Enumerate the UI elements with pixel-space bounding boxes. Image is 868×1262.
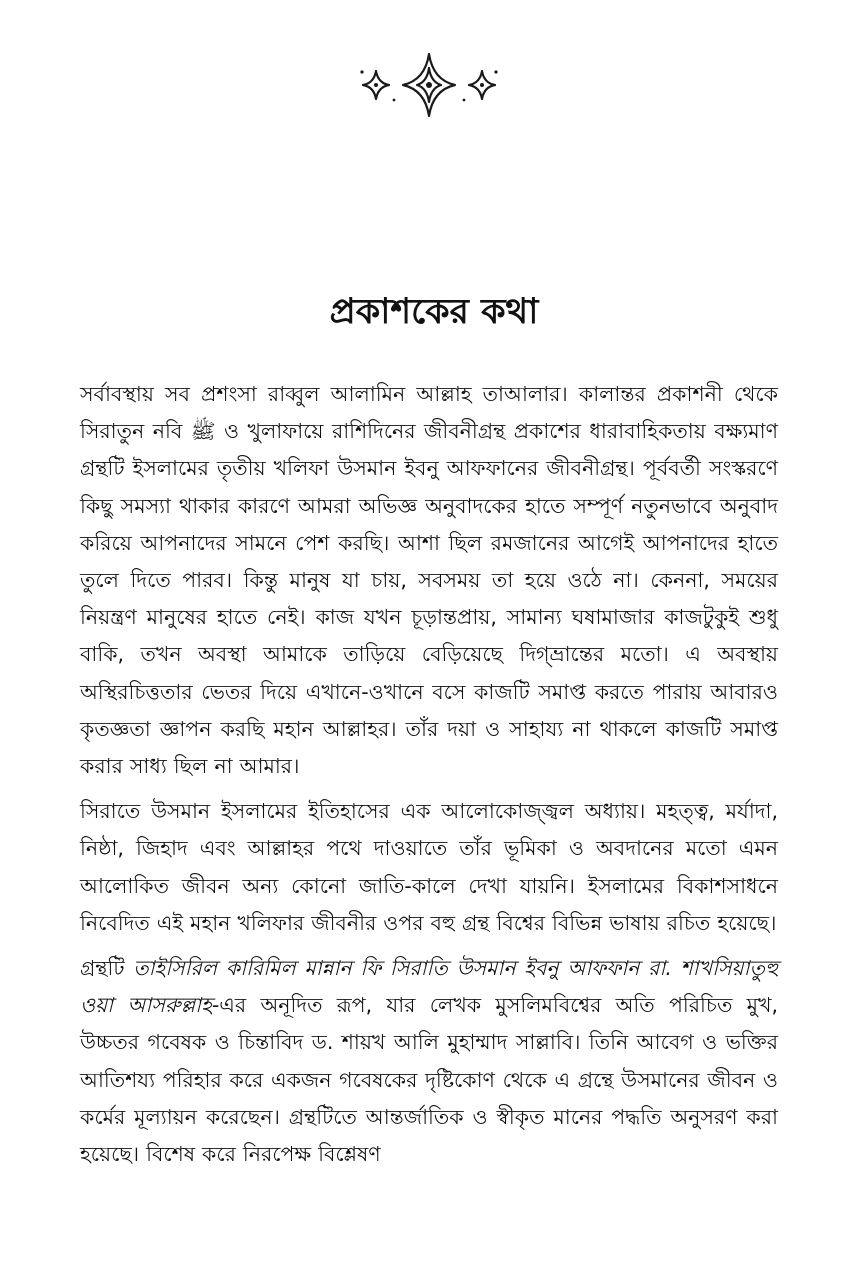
paragraph: সর্বাবস্থায় সব প্রশংসা রাব্বুল আলামিন আল্লাহ তাআলার। কালান্তর প্রকাশনী থেকে সিরাতুন নবি ﷺ ও খুলাফায়ে রাশিদিনের জীবনীগ্রন্থ প্রকাশের ধারাবাহিকতায় বক্ষ্যমাণ গ্রন্থটি ইসলামের তৃতীয় খলিফা উসমান ইবনু আফফানের জীবনীগ্রন্থ। পূর্ববর্তী সংস্করণে কিছু সমস্যা থাকার কারণে আমরা অভিজ্ঞ অনুবাদকের হাতে সম্পূর্ণ নতুনভাবে অনুবাদ করিয়ে আপনাদের সামনে পেশ করছি। আশা ছিল রমজানের আগেই আপনাদের হাতে তুলে দিতে পারব। কিন্তু মানুষ যা চায়, সবসময় তা হয়ে ওঠে না। কেননা, সময়ের নিয়ন্ত্রণ মানুষের হাতে নেই। কাজ যখন চূড়ান্তপ্রায়, সামান্য ঘষামাজার কাজটুকুই শুধু বাকি, তখন অবস্থা আমাকে তাড়িয়ে বেড়িয়েছে দিগ্‌ভ্রান্তের মতো। এ অবস্থায় অস্থিরচিত্ততার ভেতর দিয়ে এখানে-ওখানে বসে কাজটি সমাপ্ত করতে পারায় আবারও কৃতজ্ঞতা জ্ঞাপন করছি মহান আল্লাহর। তাঁর দয়া ও সাহায্য না থাকলে কাজটি সমাপ্ত করার সাধ্য ছিল না আমার। [80,382,778,779]
page-title: প্রকাশকের কথা [329,292,539,332]
body-text [80,376,778,1181]
paragraph-lead: গ্রন্থটি [80,956,134,981]
paragraph [80,950,778,1173]
book-title: তাইসিরিল কারিমিল মান্নান ফি সিরাতি উসমান ইবনু আফফান রা. শাখসিয়াতুহু ওয়া আসরুল্লাহ [80,956,778,1018]
four-point-star-ornament-icon [354,50,504,120]
paragraph: সিরাতে উসমান ইসলামের ইতিহাসের এক আলোকোজ্জ্বল অধ্যায়। মহত্ত্ব, মর্যাদা, নিষ্ঠা, জিহাদ এবং আল্লাহর পথে দাওয়াতে তাঁর ভূমিকা ও অবদানের মতো এমন আলোকিত জীবন অন্য কোনো জাতি-কালে দেখা যায়নি। ইসলামের বিকাশসাধনে নিবেদিত এই মহান খলিফার জীবনীর ওপর বহু গ্রন্থ বিশ্বের বিভিন্ন ভাষায় রচিত হয়েছে। [80,799,778,935]
paragraph-text: -এর অনূদিত রূপ, যার লেখক মুসলিমবিশ্বের অতি পরিচিত মুখ, উচ্চতর গবেষক ও চিন্তাবিদ ড. শায়খ আলি মুহাম্মাদ সাল্লাবি। তিনি আবেগ ও ভক্তির আতিশয্য পরিহার করে একজন গবেষকের দৃষ্টিকোণ থেকে এ গ্রন্থে উসমানের জীবন ও কর্মের মূল্যায়ন করেছেন। গ্রন্থটিতে আন্তর্জাতিক ও স্বীকৃত মানের পদ্ধতি অনুসরণ করা হয়েছে। বিশেষ করে নিরপেক্ষ বিশ্লেষণ [80,993,778,1167]
